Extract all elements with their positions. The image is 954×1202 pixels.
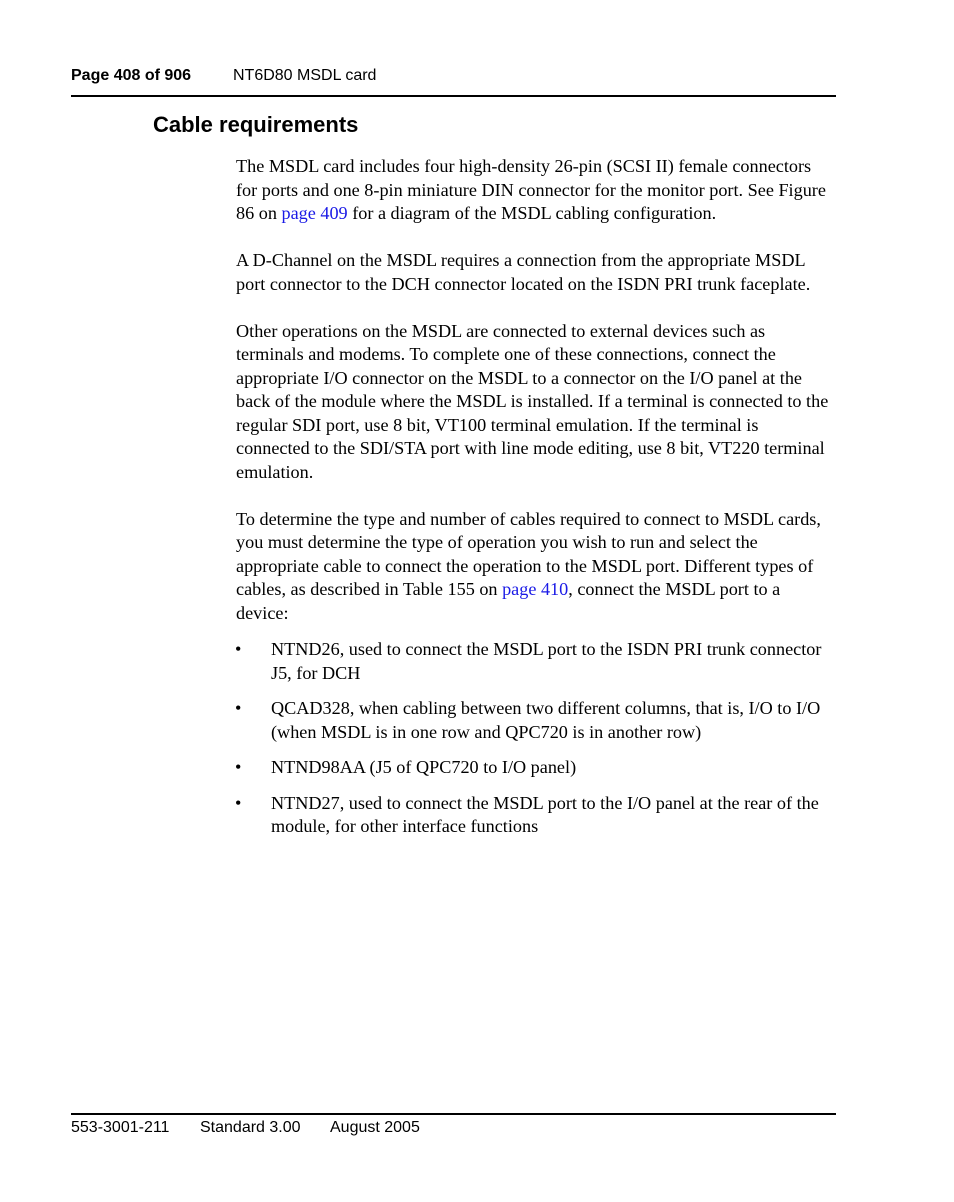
list-item-text: NTND27, used to connect the MSDL port to the I/O panel at the rear of the module, for other interface functions [271,792,819,836]
page-footer [71,1118,420,1138]
cable-list [235,638,835,839]
body-content [236,155,836,851]
header-rule [71,95,836,97]
publication-date: August 2005 [330,1119,420,1136]
paragraph-cable-types-text-2: , connect the MSDL port to a device: [236,579,781,623]
bullet-mark: • [235,792,242,813]
document-number: 553-3001-211 [71,1119,170,1136]
paragraph-cable-types-text-1: To determine the type and number of cables required to connect to MSDL cards, you must determine the type of operation you wish to run and select the appropriate cable to connect the operation to the MSDL port. Different types of cables, as described in Table 155 on [236,508,821,599]
section-heading: Cable requirements [153,112,359,137]
list-item-text: NTND26, used to connect the MSDL port to the ISDN PRI trunk connector J5, for DCH [271,639,822,683]
footer-rule [71,1113,836,1115]
list-item-text: QCAD328, when cabling between two different columns, that is, I/O to I/O (when MSDL is in one row and QPC720 is in another row) [271,698,821,742]
list-item-text: NTND98AA (J5 of QPC720 to I/O panel) [271,757,577,777]
page-header [71,66,836,86]
list-item [235,792,835,839]
paragraph-cable-types [236,508,836,626]
paragraph-intro [236,155,836,226]
page-409-link[interactable]: page 409 [281,203,348,223]
paragraph-intro-text-1: The MSDL card includes four high-density 26-pin (SCSI II) female connectors for ports and one 8-pin miniature DIN connector for the monitor port. See Figure 86 on [236,156,826,223]
paragraph-intro-text-2: for a diagram of the MSDL cabling configuration. [347,203,717,223]
bullet-mark: • [235,757,242,777]
list-item [235,697,835,744]
paragraph-other-operations: Other operations on the MSDL are connected to external devices such as terminals and modems. To complete one of these connections, connect the appropriate I/O connector on the MSDL to a connector on the I/O panel at the back of the module where the MSDL is installed. If a terminal is connected to the regular SDI port, use 8 bit, VT100 terminal emulation. If the terminal is connected to the SDI/STA port with line mode editing, use 8 bit, VT220 terminal emulation. [236,320,829,482]
paragraph-d-channel: A D-Channel on the MSDL requires a connection from the appropriate MSDL port connector to the DCH connector located on the ISDN PRI trunk faceplate. [236,250,811,294]
bullet-mark: • [235,698,242,718]
page-number: Page 408 of 906 [71,67,192,84]
list-item [235,756,835,780]
bullet-mark: • [235,639,242,659]
standard-version: Standard 3.00 [200,1119,301,1136]
page-410-link[interactable]: page 410 [502,579,569,599]
document-title: NT6D80 MSDL card [233,67,377,84]
list-item [235,638,835,685]
